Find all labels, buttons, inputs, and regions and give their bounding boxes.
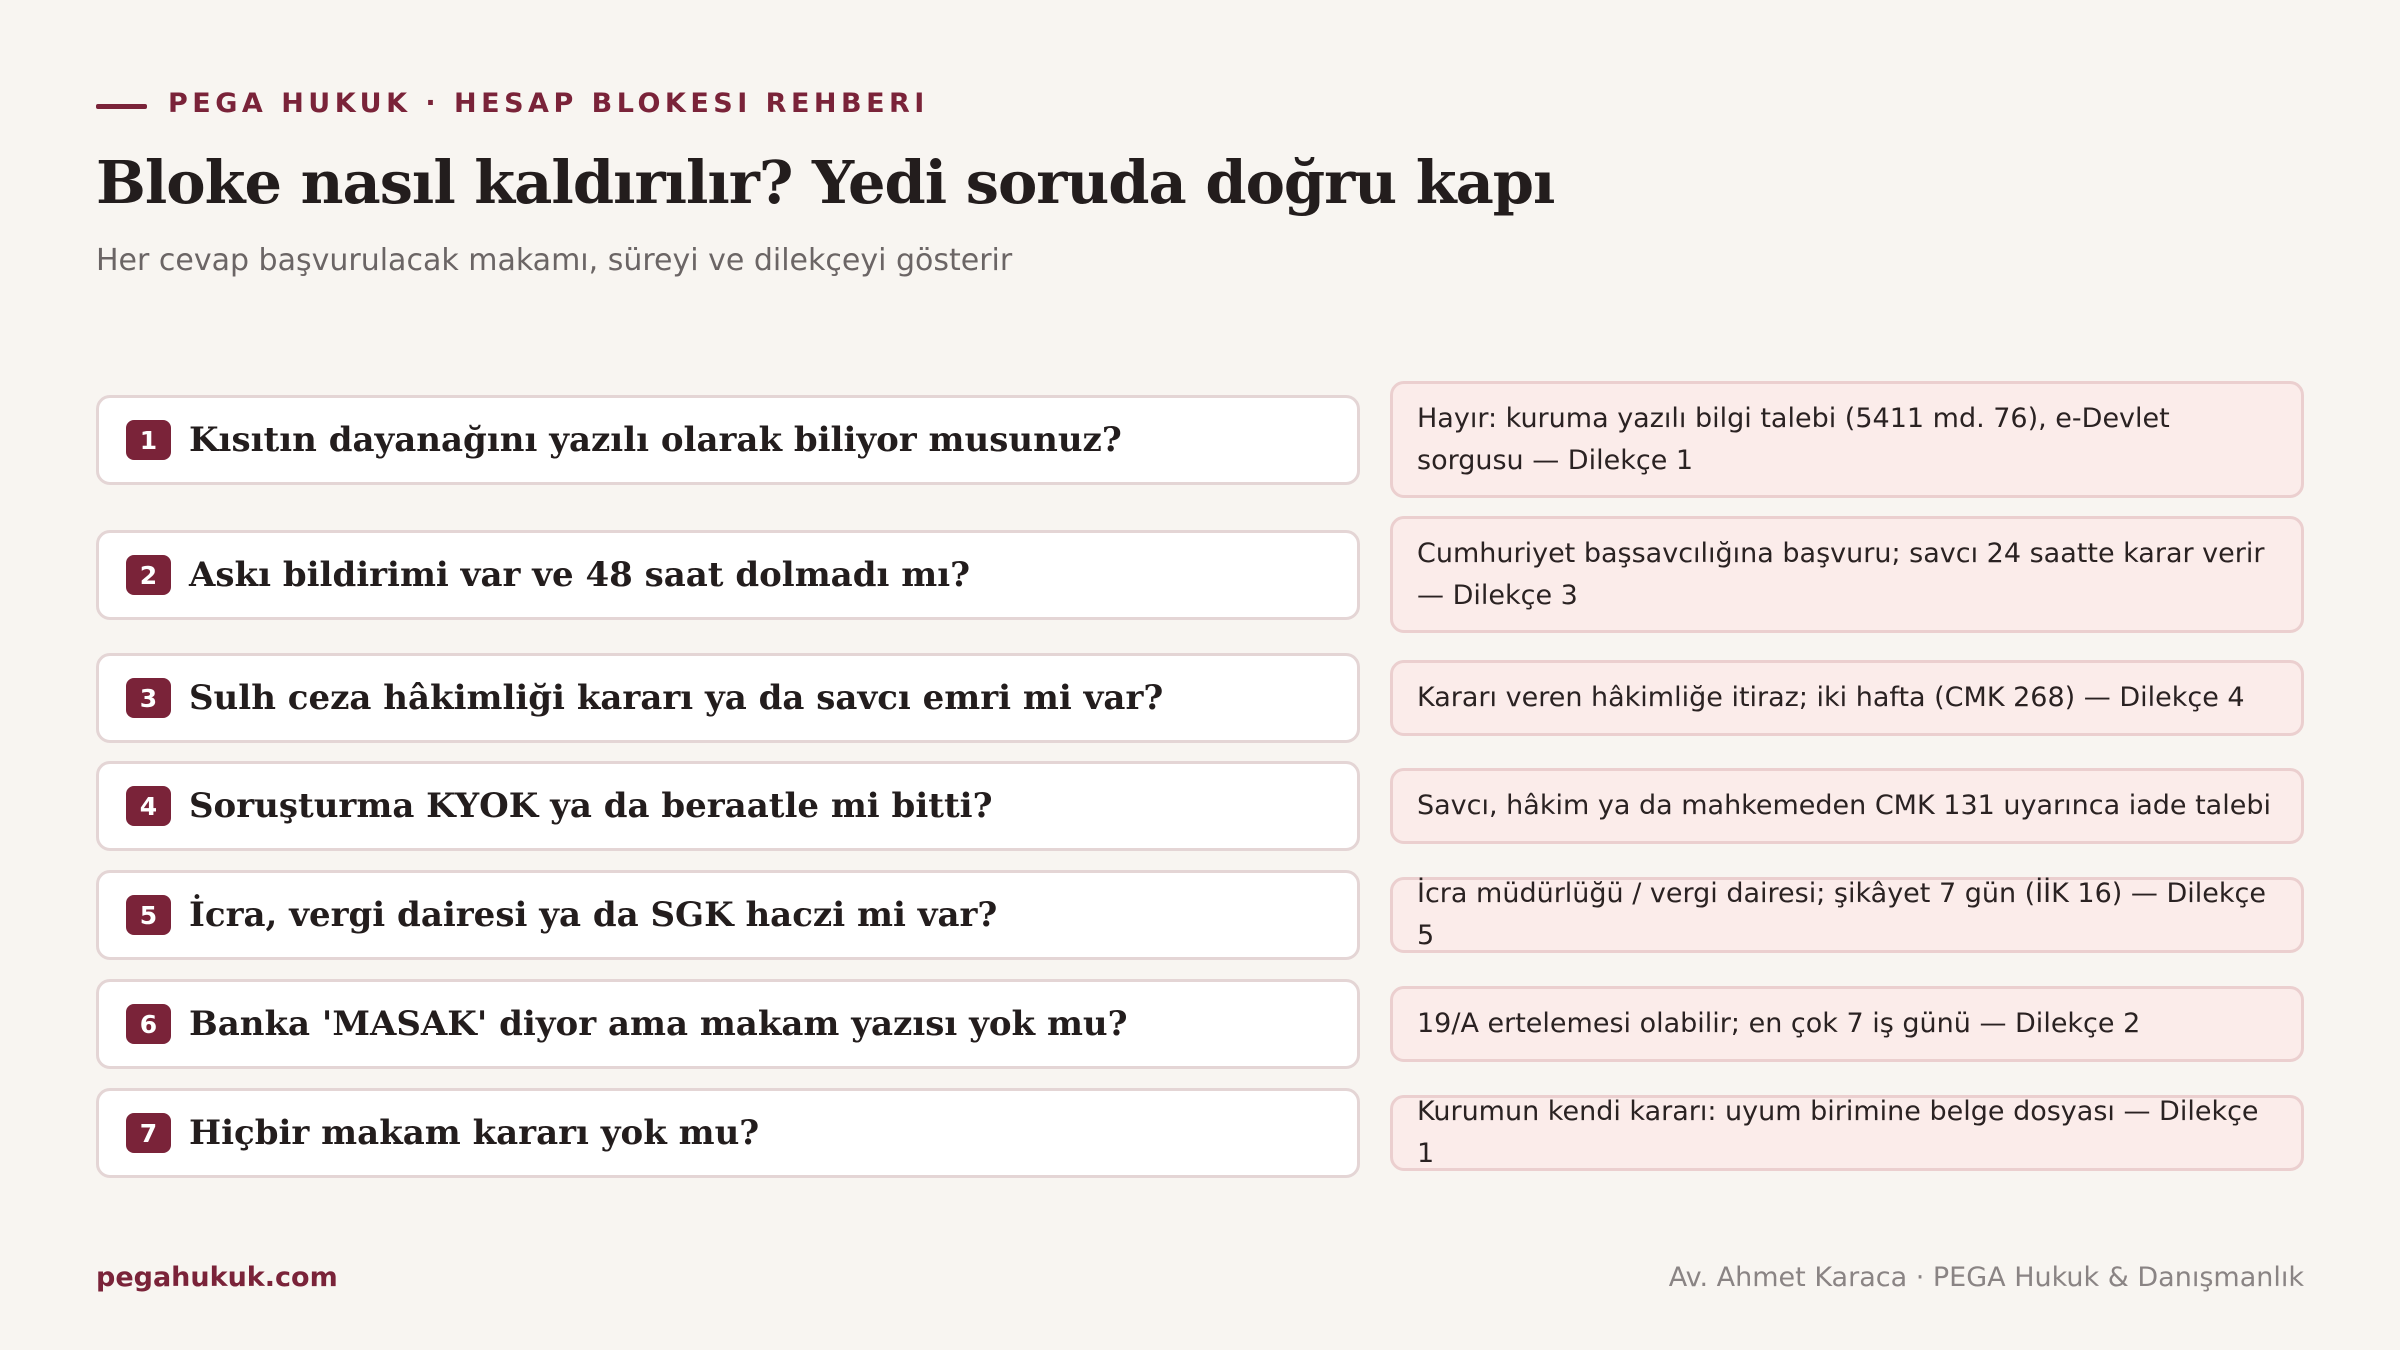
question-number-badge: 6 xyxy=(126,1004,171,1044)
answer-card-7 xyxy=(1390,1095,2304,1171)
answer-card-1 xyxy=(1390,381,2304,498)
question-number-badge: 3 xyxy=(126,678,171,718)
answer-text: Savcı, hâkim ya da mahkemeden CMK 131 uyarınca iade talebi xyxy=(1417,790,2271,821)
question-number-badge: 2 xyxy=(126,555,171,595)
question-text: Askı bildirimi var ve 48 saat dolmadı mı? xyxy=(189,555,971,595)
answer-card-2 xyxy=(1390,516,2304,633)
question-text: Kısıtın dayanağını yazılı olarak biliyor musunuz? xyxy=(189,420,1122,460)
question-number-badge: 4 xyxy=(126,786,171,826)
answer-card-3 xyxy=(1390,660,2304,736)
question-card-7 xyxy=(96,1088,1360,1178)
question-number-badge: 1 xyxy=(126,420,171,460)
answer-card-4 xyxy=(1390,768,2304,844)
question-card-3 xyxy=(96,653,1360,743)
question-card-1 xyxy=(96,395,1360,485)
question-number-badge: 7 xyxy=(126,1113,171,1153)
answer-card-6 xyxy=(1390,986,2304,1062)
question-card-4 xyxy=(96,761,1360,851)
question-text: Hiçbir makam kararı yok mu? xyxy=(189,1113,760,1153)
answer-text: Hayır: kuruma yazılı bilgi talebi (5411 md. 76), e-Devlet sorgusu — Dilekçe 1 xyxy=(1417,402,2170,476)
answer-card-5 xyxy=(1390,877,2304,953)
answer-text: Kurumun kendi kararı: uyum birimine belge dosyası — Dilekçe 1 xyxy=(1417,1096,2259,1169)
answer-text: Cumhuriyet başsavcılığına başvuru; savcı 24 saatte karar verir — Dilekçe 3 xyxy=(1417,537,2265,611)
answer-text: Kararı veren hâkimliğe itiraz; iki hafta (CMK 268) — Dilekçe 4 xyxy=(1417,682,2245,713)
kicker-accent-rule xyxy=(96,104,147,109)
question-card-5 xyxy=(96,870,1360,960)
question-number-badge: 5 xyxy=(126,895,171,935)
question-text: İcra, vergi dairesi ya da SGK haczi mi var? xyxy=(189,895,998,935)
question-card-6 xyxy=(96,979,1360,1069)
kicker: PEGA HUKUK · HESAP BLOKESI REHBERI xyxy=(168,88,929,119)
answer-text: 19/A ertelemesi olabilir; en çok 7 iş günü — Dilekçe 2 xyxy=(1417,1008,2141,1039)
question-text: Soruşturma KYOK ya da beraatle mi bitti? xyxy=(189,786,993,826)
footer-website-link[interactable]: pegahukuk.com xyxy=(96,1262,338,1293)
question-text: Sulh ceza hâkimliği kararı ya da savcı emri mi var? xyxy=(189,678,1164,718)
answer-text: İcra müdürlüğü / vergi dairesi; şikâyet 7 gün (İİK 16) — Dilekçe 5 xyxy=(1417,878,2266,951)
footer-author: Av. Ahmet Karaca · PEGA Hukuk & Danışmanlık xyxy=(1668,1262,2304,1293)
page-subtitle: Her cevap başvurulacak makamı, süreyi ve dilekçeyi gösterir xyxy=(96,243,1013,278)
page-title: Bloke nasıl kaldırılır? Yedi soruda doğru kapı xyxy=(96,148,1555,217)
question-card-2 xyxy=(96,530,1360,620)
question-text: Banka 'MASAK' diyor ama makam yazısı yok mu? xyxy=(189,1004,1128,1044)
